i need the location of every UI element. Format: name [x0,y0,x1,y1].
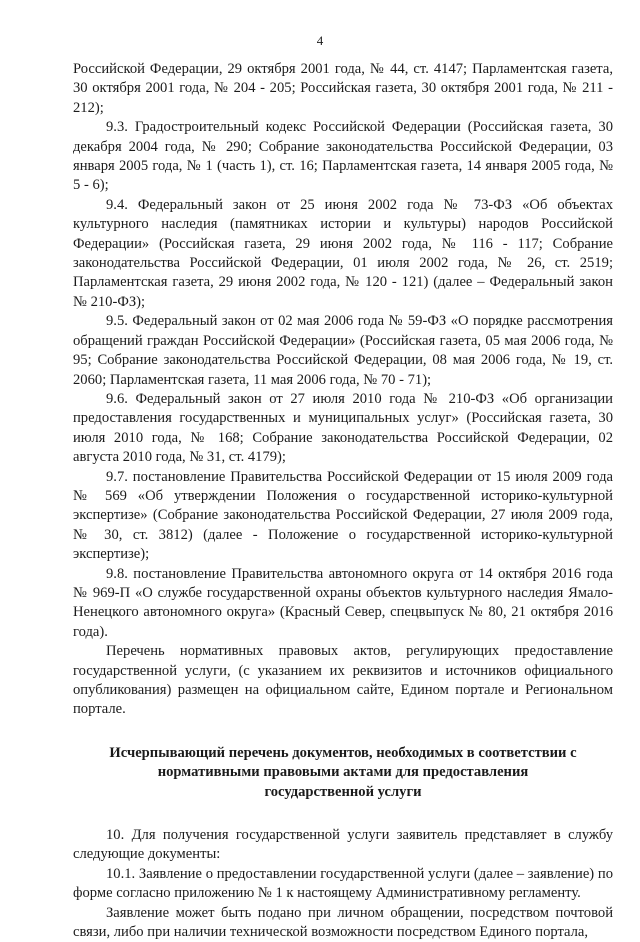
paragraph-item-9-7: 9.7. постановление Правительства Российской Федерации от 15 июля 2009 года № 569 «Об утверждении Положения о государственной историко-культурной экспертизе» (Собрание законодательства Российской Федерации, 27 июля 2009 года, № 30, ст. 3812) (далее - Положение о государственной историко-культурной экспертизе); [73,468,613,563]
paragraph-item-9-5: 9.5. Федеральный закон от 02 мая 2006 года № 59-ФЗ «О порядке рассмотрения обращений граждан Российской Федерации» (Российская газета, 05 мая 2006 года, № 95; Собрание законодательства Российской Федерации, 08 мая 2006 года, № 19, ст. 2060; Парламентская газета, 11 мая 2006 года, № 70 - 71); [73,313,613,388]
paragraph-application-submission: Заявление может быть подано при личном обращении, посредством почтовой связи, либо при наличии технической возможности посредством Единого портала, [73,904,613,941]
paragraph-item-9-3: 9.3. Градостроительный кодекс Российской Федерации (Российская газета, 30 декабря 2004 года, № 290; Собрание законодательства Российской Федерации, 03 января 2005 года, № 1 (часть 1), ст. 16; Парламентская газета, 14 января 2005 года, № 5 - 6); [73,119,613,194]
section-heading: Исчерпывающий перечень документов, необходимых в соответствии с нормативными правовыми актами для предоставления государственной услуги [109,744,577,800]
document-body [73,60,613,942]
paragraph-item-9-6: 9.6. Федеральный закон от 27 июля 2010 года № 210-ФЗ «Об организации предоставления государственных и муниципальных услуг» (Российская газета, 30 июля 2010 года, № 168; Собрание законодательства Российской Федерации, 02 августа 2010 года, № 31, ст. 4179); [73,390,613,466]
paragraph-item-9-4: 9.4. Федеральный закон от 25 июня 2002 года № 73-ФЗ «Об объектах культурного наследия (памятниках истории и культуры) народов Российской Федерации» (Российская газета, 29 июня 2002 года, № 116 - 117; Собрание законодательства Российской Федерации, 01 июля 2002 года, № 26, ст. 2519; Парламентская газета, 29 июня 2002 года, № 120 - 121) (далее – Федеральный закон № 210-ФЗ); [73,196,613,310]
paragraph-continuation: Российской Федерации, 29 октября 2001 года, № 44, ст. 4147; Парламентская газета, 30 октября 2001 года, № 204 - 205; Российская газета, 30 октября 2001 года, № 211 - 212); [73,61,613,116]
page-number: 4 [316,33,324,48]
paragraph-item-9-8: 9.8. постановление Правительства автономного округа от 14 октября 2016 года № 969-П «О службе государственной охраны объектов культурного наследия Ямало-Ненецкого автономного округа» (Красный Север, спецвыпуск № 80, 21 октября 2016 года). [73,565,613,640]
paragraph-item-10: 10. Для получения государственной услуги заявитель представляет в службу следующие документы: [73,827,613,863]
paragraph-item-10-1: 10.1. Заявление о предоставлении государственной услуги (далее – заявление) по форме согласно приложению № 1 к настоящему Административному регламенту. [73,865,613,902]
paragraph-legal-acts-list: Перечень нормативных правовых актов, регулирующих предоставление государственной услуги, (с указанием их реквизитов и источников официального опубликования) размещен на официальном сайте, Едином портале и Региональном портале. [73,643,613,718]
